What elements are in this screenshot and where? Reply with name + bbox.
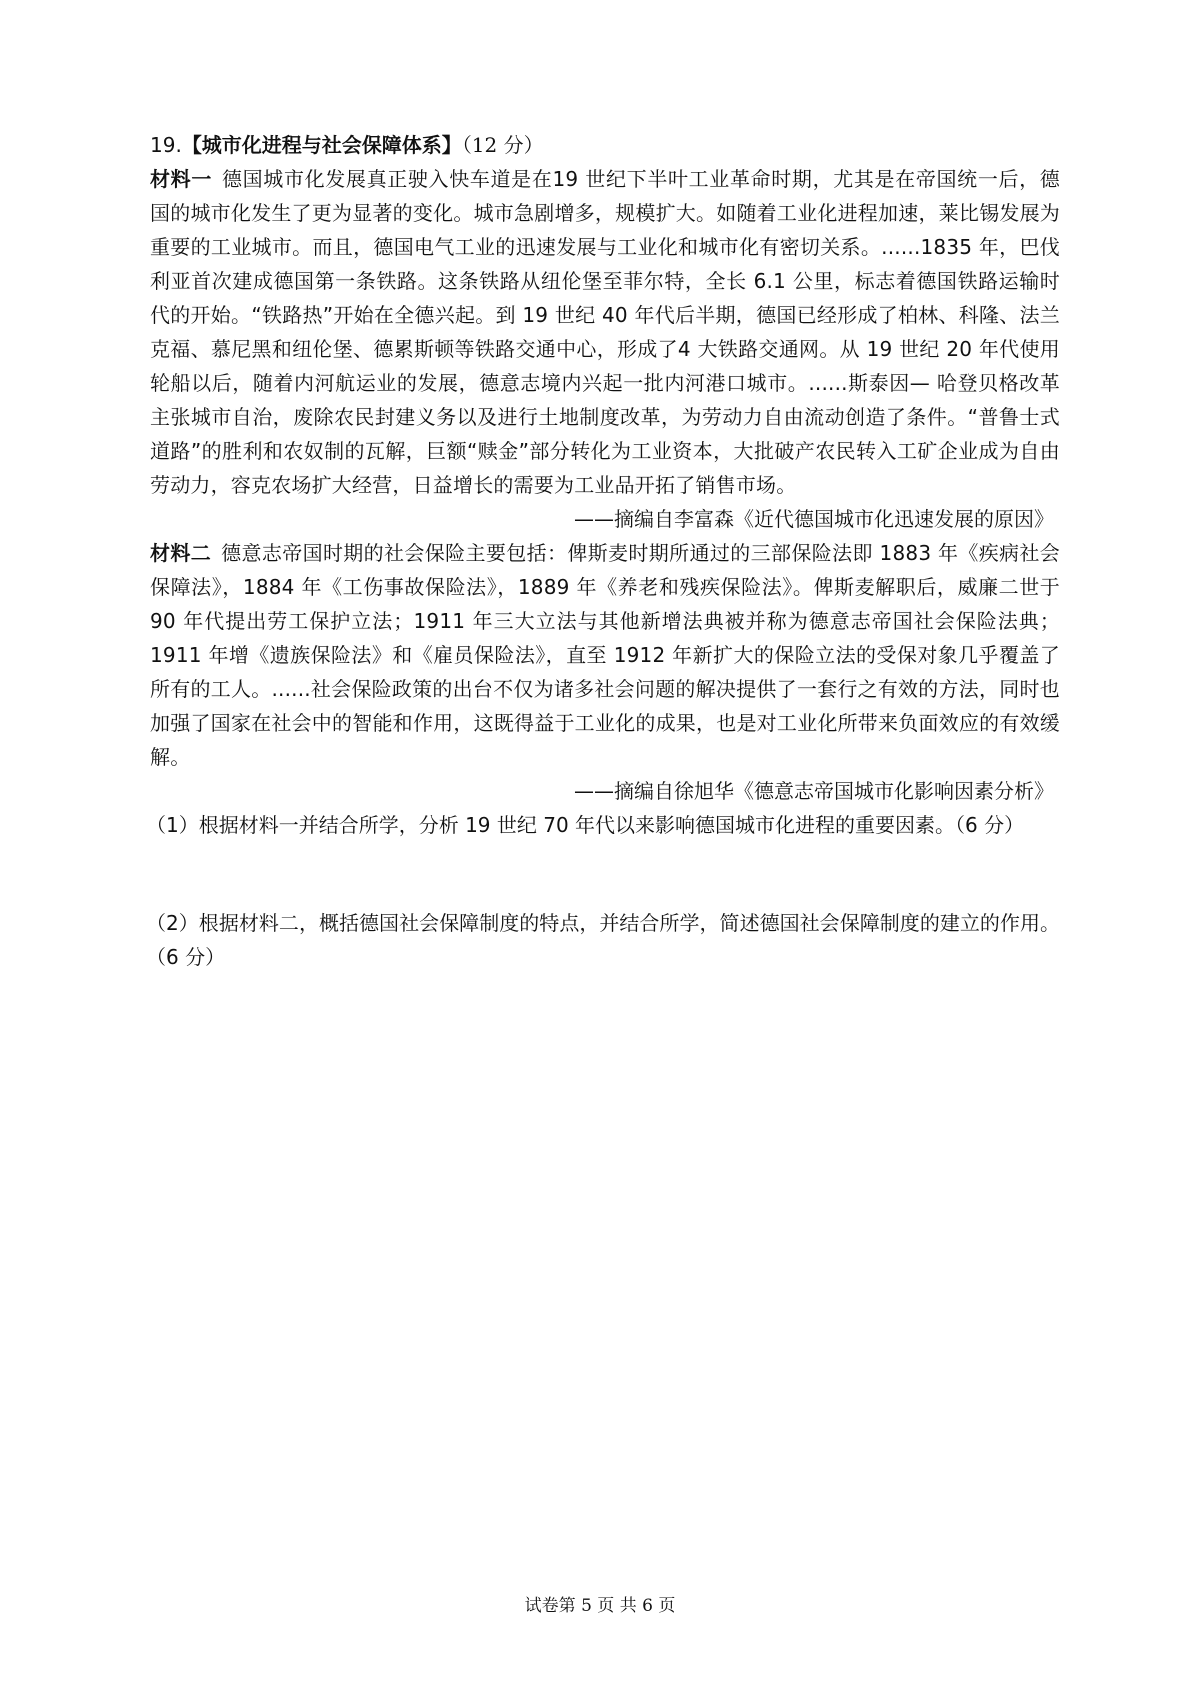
material-1-paragraph [150,162,1060,502]
sub-question-1: （1）根据材料一并结合所学，分析 19 世纪 70 年代以来影响德国城市化进程的重要因素。（6 分） [146,813,1025,837]
material-1-source: ——摘编自李富森《近代德国城市化迅速发展的原因》 [574,507,1054,531]
material-2-source: ——摘编自徐旭华《德意志帝国城市化影响因素分析》 [574,779,1054,803]
page-footer: 试卷第 5 页 共 6 页 [524,1596,676,1616]
material-1-text: 德国城市化发展真正驶入快车道是在19 世纪下半叶工业革命时期，尤其是在帝国统一后，德国的城市化发生了更为显著的变化。城市急剧增多，规模扩大。如随着工业化进程加速，莱比锡发展为重要的工业城市。而且，德国电气工业的迅速发展与工业化和城市化有密切关系。......1835 年，巴伐利亚首次建成德国第一条铁路。这条铁路从纽伦堡至菲尔特，全长 6.1 公里，标志着德国铁路运输时代的开始。“铁路热”开始在全德兴起。到 19 世纪 40 年代后半期，德国已经形成了柏林、科隆、法兰克福、慕尼黑和纽伦堡、德累斯顿等铁路交通中心，形成了4 大铁路交通网。从 19 世纪 20 年代使用轮船以后，随着内河航运业的发展，德意志境内兴起一批内河港口城市。......斯泰因— 哈登贝格改革主张城市自治，废除农民封建义务以及进行土地制度改革，为劳动力自由流动创造了条件。“普鲁士式道路”的胜利和农奴制的瓦解，巨额“赎金”部分转化为工业资本，大批破产农民转入工矿企业成为自由劳动力，容克农场扩大经营，日益增长的需要为工业品开拓了销售市场。 [150,167,1060,497]
material-2-paragraph [150,536,1060,774]
answer-space-1 [150,842,1060,906]
material-1-label: 材料一 [150,167,212,191]
exam-page-content [146,128,1060,974]
material-2-label: 材料二 [150,541,212,565]
question-score: （12 分） [461,133,544,157]
material-2-text: 德意志帝国时期的社会保险主要包括：俾斯麦时期所通过的三部保险法即 1883 年《疾病社会保障法》，1884 年《工伤事故保险法》，1889 年《养老和残疾保险法》。俾斯麦解职后，威廉二世于 90 年代提出劳工保护立法；1911 年三大立法与其他新增法典被并称为德意志帝国社会保险法典；1911 年增《遗族保险法》和《雇员保险法》，直至 1912 年新扩大的保险立法的受保对象几乎覆盖了所有的工人。......社会保险政策的出台不仅为诸多社会问题的解决提供了一套行之有效的方法，同时也加强了国家在社会中的智能和作用，这既得益于工业化的成果，也是对工业化所带来负面效应的有效缓解。 [150,541,1060,769]
question-number: 19. [150,133,182,157]
sub-question-2: （2）根据材料二，概括德国社会保障制度的特点，并结合所学，简述德国社会保障制度的建立的作用。（6 分） [146,911,1060,969]
question-title: 【城市化进程与社会保障体系】 [181,133,462,157]
question-heading [150,128,1060,162]
